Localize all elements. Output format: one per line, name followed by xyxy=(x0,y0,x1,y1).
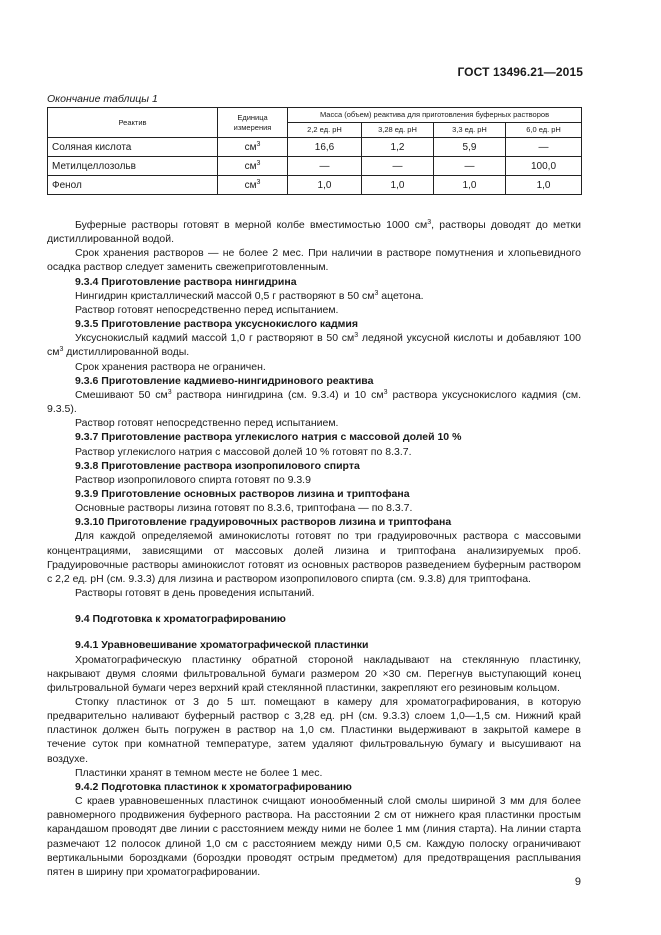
value-cell: 1,0 xyxy=(506,176,582,195)
value-cell: — xyxy=(434,157,506,176)
paragraph: Срок хранения раствора не ограничен. xyxy=(75,360,266,373)
document-code: ГОСТ 13496.21—2015 xyxy=(457,65,583,79)
table-row xyxy=(48,138,582,157)
header-ph: 3,3 ед. pH xyxy=(434,123,506,138)
reagent-name: Соляная кислота xyxy=(48,138,218,157)
paragraph: С краев уравновешенных пластинок счищают ионообменный слой смолы шириной 3 мм для более равномерного продвижения буферного раствора. На расстоянии 2 см от нижнего края пластинки простым карандашом проводят две линии с расстоянием между ними не более 1 мм (линия старта). На линии старта размечают 12 полосок длиной 1,0 см с расстоянием между ними 0,5 см. Каждую полоску ограничивают вертикальными бороздками (бороздки проводят острым предметом) для предотвращения расплывания пятен в ширину при хроматографировании. xyxy=(47,795,581,878)
page-number: 9 xyxy=(574,876,581,888)
paragraph: Основные растворы лизина готовят по 8.3.6, триптофана — по 8.3.7. xyxy=(75,502,413,515)
section-heading-9-3-4: 9.3.4 Приготовление раствора нингидрина xyxy=(75,275,297,288)
paragraph: Раствор готовят непосредственно перед испытанием. xyxy=(75,417,339,430)
paragraph: Стопку пластинок от 3 до 5 шт. помещают в камеру для хроматографирования, в которую предварительно наливают буферный раствор с 3,28 ед. pH (см. 9.3.3) слоем 1,0—1,5 см. Нижний край пластинок должен быть погружен в раствор на 1,0 см. Пластинки выдерживают в закрытой камере в течение суток при комнатной температуре, затем удаляют фильтровальную бумагу и высушивают на воздухе. xyxy=(47,696,581,765)
table-row xyxy=(48,176,582,195)
paragraph: Хроматографическую пластинку обратной стороной накладывают на стеклянную пластинку, накрывают двумя слоями фильтровальной бумаги размером 20 ×30 см. Перегнув выступающий конец фильтровальной бумаги через верхний край стеклянной пластинки, закрепляют его резиновым кольцом. xyxy=(47,653,581,694)
section-heading-9-4-2: 9.4.2 Подготовка пластинок к хроматографированию xyxy=(75,780,352,793)
value-cell: 1,0 xyxy=(362,176,434,195)
paragraph: Для каждой определяемой аминокислоты готовят по три градуировочных раствора с массовыми концентрациями, зависящими от массовых долей лизина и триптофана анализируемых проб. Градуировочные растворы аминокислот готовят из основных растворов разведением буферным раствором с 2,2 ед. pH (см. 9.3.3) для лизина и раствором изопропилового спирта (см. 9.3.8) для триптофана. xyxy=(47,530,581,585)
value-cell: 1,0 xyxy=(434,176,506,195)
reagent-table xyxy=(47,107,582,195)
reagent-name: Метилцеллозольв xyxy=(48,157,218,176)
paragraph: Раствор углекислого натрия с массовой долей 10 % готовят по 8.3.7. xyxy=(75,445,412,458)
value-cell: — xyxy=(506,138,582,157)
value-cell: 1,2 xyxy=(362,138,434,157)
section-heading-9-4: 9.4 Подготовка к хроматографированию xyxy=(75,613,286,626)
paragraph: Уксуснокислый кадмий массой 1,0 г растворяют в 50 $см^3$ ледяной уксусной кислоты и добавляют 100 $см^3$ дистиллированной воды. xyxy=(47,332,581,359)
header-ph: 6,0 ед. pH xyxy=(506,123,582,138)
section-heading-9-3-5: 9.3.5 Приготовление раствора уксуснокислого кадмия xyxy=(75,318,359,331)
paragraph: Нингидрин кристаллический массой 0,5 г растворяют в 50 $см^3$ ацетона. xyxy=(75,289,424,302)
header-reagent: Реактив xyxy=(48,108,218,138)
table-row xyxy=(48,157,582,176)
paragraph: Пластинки хранят в темном месте не более 1 мес. xyxy=(75,766,323,779)
section-heading-9-3-9: 9.3.9 Приготовление основных растворов лизина и триптофана xyxy=(75,487,410,500)
section-heading-9-3-10: 9.3.10 Приготовление градуировочных растворов лизина и триптофана xyxy=(75,516,452,529)
paragraph: Раствор готовят непосредственно перед испытанием. xyxy=(75,303,339,316)
table-caption: Окончание таблицы 1 xyxy=(47,93,158,105)
header-mass: Масса (объем) реактива для приготовления буферных растворов xyxy=(288,108,582,123)
paragraph: Раствор изопропилового спирта готовят по 9.3.9 xyxy=(75,473,311,486)
paragraph: Растворы готовят в день проведения испытаний. xyxy=(75,587,315,600)
unit-cell: $см^3$ xyxy=(218,138,288,157)
paragraph: Буферные растворы готовят в мерной колбе вместимостью 1000 $см^3$, растворы доводят до метки дистиллированной водой. xyxy=(47,219,581,246)
value-cell: 100,0 xyxy=(506,157,582,176)
header-unit: Единица измерения xyxy=(218,108,288,138)
header-ph: 3,28 ед. pH xyxy=(362,123,434,138)
value-cell: 16,6 xyxy=(288,138,362,157)
unit-cell: $см^3$ xyxy=(218,176,288,195)
section-heading-9-4-1: 9.4.1 Уравновешивание хроматографической пластинки xyxy=(75,639,369,652)
unit-cell: $см^3$ xyxy=(218,157,288,176)
paragraph: Смешивают 50 $см^3$ раствора нингидрина (см. 9.3.4) и 10 $см^3$ раствора уксуснокислого кадмия (см. 9.3.5). xyxy=(47,388,581,416)
value-cell: 1,0 xyxy=(288,176,362,195)
table-header-row xyxy=(48,108,582,123)
value-cell: 5,9 xyxy=(434,138,506,157)
paragraph: Срок хранения растворов — не более 2 мес. При наличии в растворе помутнения и хлопьевидного осадка раствор следует заменить свежеприготовленным. xyxy=(47,247,581,274)
value-cell: — xyxy=(288,157,362,176)
header-ph: 2,2 ед. pH xyxy=(288,123,362,138)
document-body xyxy=(47,218,581,879)
reagent-name: Фенол xyxy=(48,176,218,195)
section-heading-9-3-7: 9.3.7 Приготовление раствора углекислого натрия с массовой долей 10 % xyxy=(75,431,462,444)
value-cell: — xyxy=(362,157,434,176)
section-heading-9-3-6: 9.3.6 Приготовление кадмиево-нингидринового реактива xyxy=(75,374,374,387)
section-heading-9-3-8: 9.3.8 Приготовление раствора изопропилового спирта xyxy=(75,459,360,472)
